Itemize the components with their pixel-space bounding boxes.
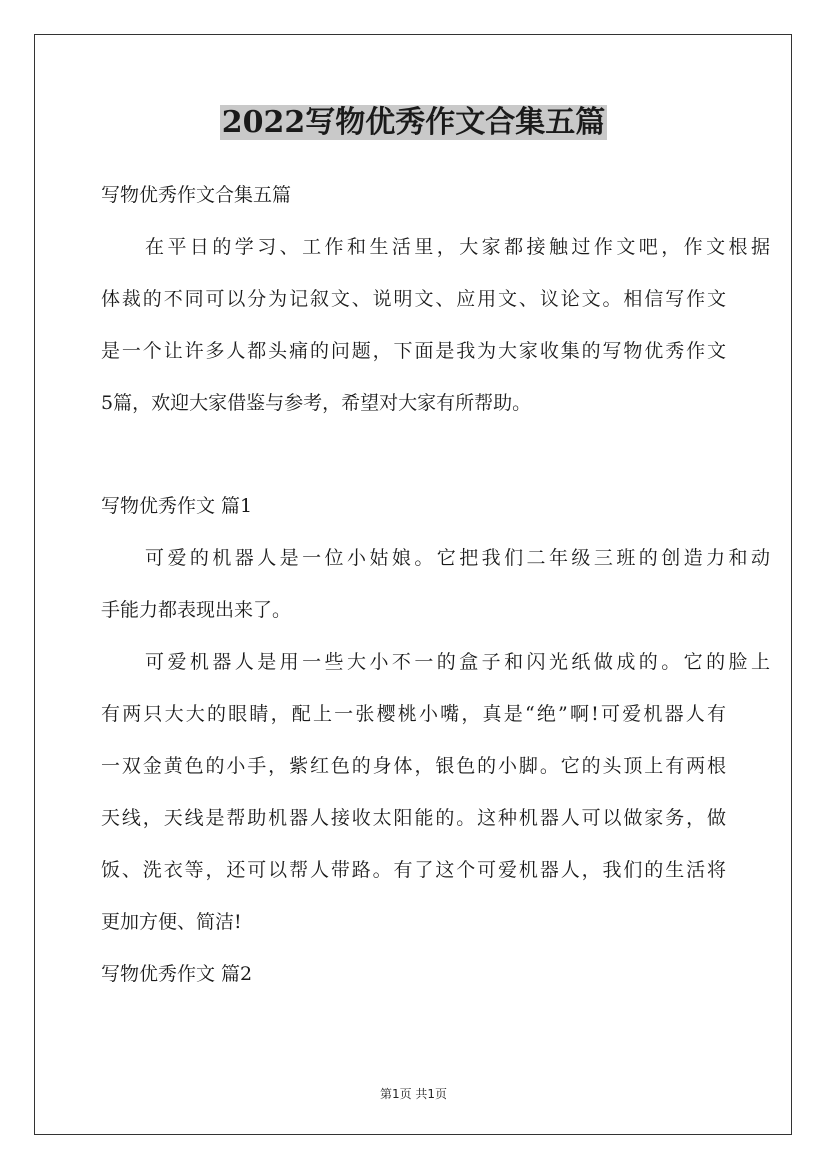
intro-line-1: 在平日的学习、工作和生活里，大家都接触过作文吧，作文根据	[145, 236, 770, 258]
section-1-p2-line-2: 有两只大大的眼睛，配上一张樱桃小嘴，真是“绝”啊!可爱机器人有	[101, 703, 726, 725]
intro-line-3: 是一个让许多人都头痛的问题，下面是我为大家收集的写物优秀作文	[101, 340, 726, 362]
intro-paragraph	[101, 235, 770, 415]
section-1-p2-line-5: 饭、洗衣等，还可以帮人带路。有了这个可爱机器人，我们的生活将	[101, 859, 726, 881]
page-footer: 第1页 共1页	[379, 1087, 448, 1101]
section-1-paragraph-1	[101, 546, 770, 622]
section-1-p1-line-2: 手能力都表现出来了。	[101, 599, 292, 621]
intro-line-4: 5篇，欢迎大家借鉴与参考，希望对大家有所帮助。	[101, 392, 532, 414]
section-1-p2-line-3: 一双金黄色的小手，紫红色的身体，银色的小脚。它的头顶上有两根	[101, 755, 726, 777]
section-1-p1-line-1: 可爱的机器人是一位小姑娘。它把我们二年级三班的创造力和动	[145, 547, 770, 569]
document-title	[0, 101, 827, 145]
section-1-p2-line-6: 更加方便、简洁!	[101, 911, 242, 933]
document-title-text: 2022写物优秀作文合集五篇	[221, 105, 606, 140]
document-body	[101, 175, 770, 986]
document-subtitle: 写物优秀作文合集五篇	[101, 184, 292, 206]
intro-line-2: 体裁的不同可以分为记叙文、说明文、应用文、议论文。相信写作文	[101, 288, 726, 310]
section-1-p2-line-1: 可爱机器人是用一些大小不一的盒子和闪光纸做成的。它的脸上	[145, 651, 770, 673]
section-1-heading: 写物优秀作文 篇1	[101, 495, 253, 517]
section-1-p2-line-4: 天线，天线是帮助机器人接收太阳能的。这种机器人可以做家务，做	[101, 807, 726, 829]
section-2-heading: 写物优秀作文 篇2	[101, 963, 253, 985]
section-1-paragraph-2	[101, 650, 770, 934]
